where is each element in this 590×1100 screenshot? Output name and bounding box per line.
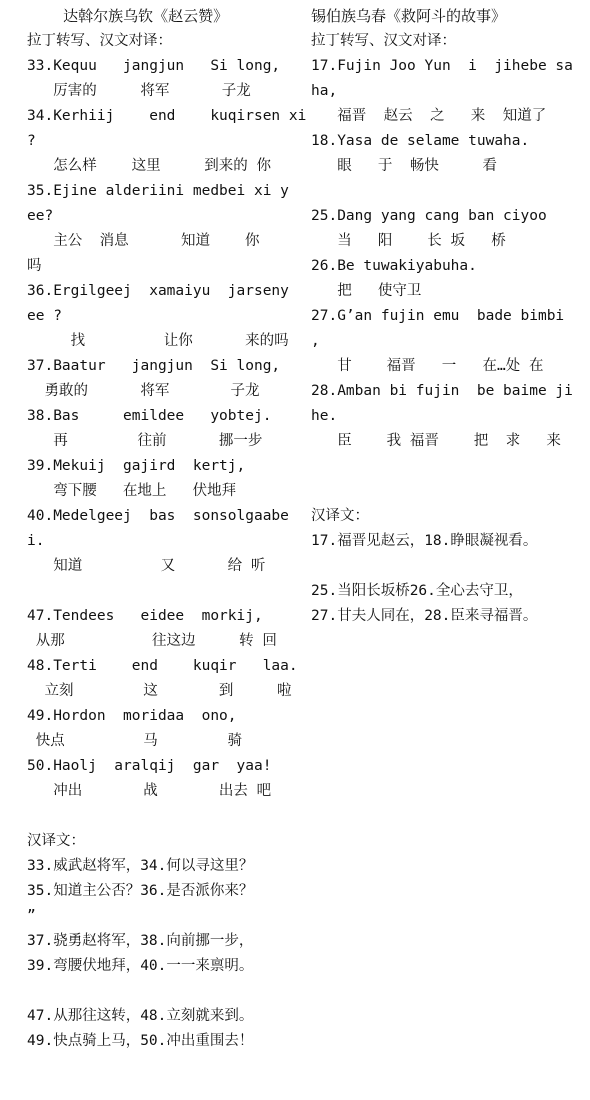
right-line: ha, (311, 83, 338, 99)
right-line (311, 554, 586, 579)
left-line: 从那 往这边 转 回 (27, 633, 277, 649)
left-line: 47.从那往这转，48.立刻就来到。 (27, 1008, 254, 1024)
left-column-daur-text (27, 4, 307, 1054)
right-line: 把 使守卫 (311, 283, 422, 299)
left-line: 34.Kerhiij end kuqirsen xi (27, 108, 307, 124)
left-line: 主公 消息 知道 你 (27, 233, 260, 249)
left-line: 35.知道主公否？36.是否派你来？ (27, 883, 254, 899)
left-line: 再 往前 挪一步 (27, 433, 263, 449)
left-line: 立刻 这 到 啦 (27, 683, 292, 699)
right-line: 甘 福晋 一 在…处 在 (311, 358, 544, 374)
left-line (27, 804, 302, 829)
left-line: ” (27, 908, 36, 924)
left-line: i. (27, 533, 45, 549)
right-line: , (311, 333, 320, 349)
left-line: 怎么样 这里 到来的 你 (27, 158, 271, 174)
left-line: 39.弯腰伏地拜，40.一一来禀明。 (27, 958, 254, 974)
left-line: 37.Baatur jangjun Si long, (27, 358, 281, 374)
left-line: 35.Ejine alderiini medbei xi y (27, 183, 289, 199)
right-line: 17.Fujin Joo Yun i jihebe sa (311, 58, 573, 74)
right-line: 拉丁转写、汉文对译： (311, 33, 456, 49)
left-line: 37.骁勇赵将军，38.向前挪一步， (27, 933, 254, 949)
right-line: 18.Yasa de selame tuwaha. (311, 133, 530, 149)
right-line: 眼 于 畅快 看 (311, 158, 497, 174)
left-line: 冲出 战 出去 吧 (27, 783, 272, 799)
right-line: 27.G’an fujin emu bade bimbi (311, 308, 565, 324)
left-line (27, 979, 302, 1004)
left-line: 吗 (27, 258, 42, 274)
right-line: 17.福晋见赵云，18.睁眼凝视看。 (311, 533, 538, 549)
right-line: 26.Be tuwakiyabuha. (311, 258, 477, 274)
left-line: 40.Medelgeej bas sonsolgaabe (27, 508, 289, 524)
left-line: 找 让你 来的吗 (27, 333, 289, 349)
left-line: 50.Haolj aralqij gar yaa! (27, 758, 272, 774)
right-translation-heading: 汉译文： (311, 508, 369, 524)
right-line (311, 454, 586, 479)
right-line: 25.当阳长坂桥26.全心去守卫， (311, 583, 523, 599)
right-column-xibe-text (311, 4, 586, 629)
right-line (311, 179, 586, 204)
left-line: 49.快点骑上马，50.冲出重围去！ (27, 1033, 254, 1049)
left-line: ee? (27, 208, 54, 224)
right-title: 锡伯族乌春《救阿斗的故事》 (311, 7, 507, 25)
left-line: 拉丁转写、汉文对译： (27, 33, 172, 49)
right-line: he. (311, 408, 338, 424)
left-line: 知道 又 给 听 (27, 558, 266, 574)
right-line: 福晋 赵云 之 来 知道了 (311, 108, 547, 124)
left-line: 快点 马 骑 (27, 733, 243, 749)
right-line: 当 阳 长 坂 桥 (311, 233, 506, 249)
right-line: 臣 我 福晋 把 求 来 (311, 433, 561, 449)
left-line: 47.Tendees eidee morkij, (27, 608, 263, 624)
left-line: ee ? (27, 308, 62, 324)
left-line: 弯下腰 在地上 伏地拜 (27, 483, 237, 499)
left-line: 48.Terti end kuqir laa. (27, 658, 298, 674)
left-title: 达斡尔族乌钦《赵云赞》 (27, 7, 229, 25)
left-translation-heading: 汉译文： (27, 833, 85, 849)
right-line (311, 479, 586, 504)
right-line: 28.Amban bi fujin be baime ji (311, 383, 573, 399)
left-line: 厉害的 将军 子龙 (27, 83, 251, 99)
left-line: 49.Hordon moridaa ono, (27, 708, 237, 724)
right-line: 27.甘夫人同在，28.臣来寻福晋。 (311, 608, 538, 624)
left-line: 33.威武赵将军，34.何以寻这里？ (27, 858, 254, 874)
left-line: 36.Ergilgeej xamaiyu jarseny (27, 283, 289, 299)
left-line (27, 579, 302, 604)
right-line: 25.Dang yang cang ban ciyoo (311, 208, 547, 224)
left-line: 39.Mekuij gajird kertj, (27, 458, 246, 474)
left-line: 勇敢的 将军 子龙 (27, 383, 260, 399)
left-line: 38.Bas emildee yobtej. (27, 408, 272, 424)
left-line: 33.Kequu jangjun Si long, (27, 58, 281, 74)
left-line: ? (27, 133, 36, 149)
